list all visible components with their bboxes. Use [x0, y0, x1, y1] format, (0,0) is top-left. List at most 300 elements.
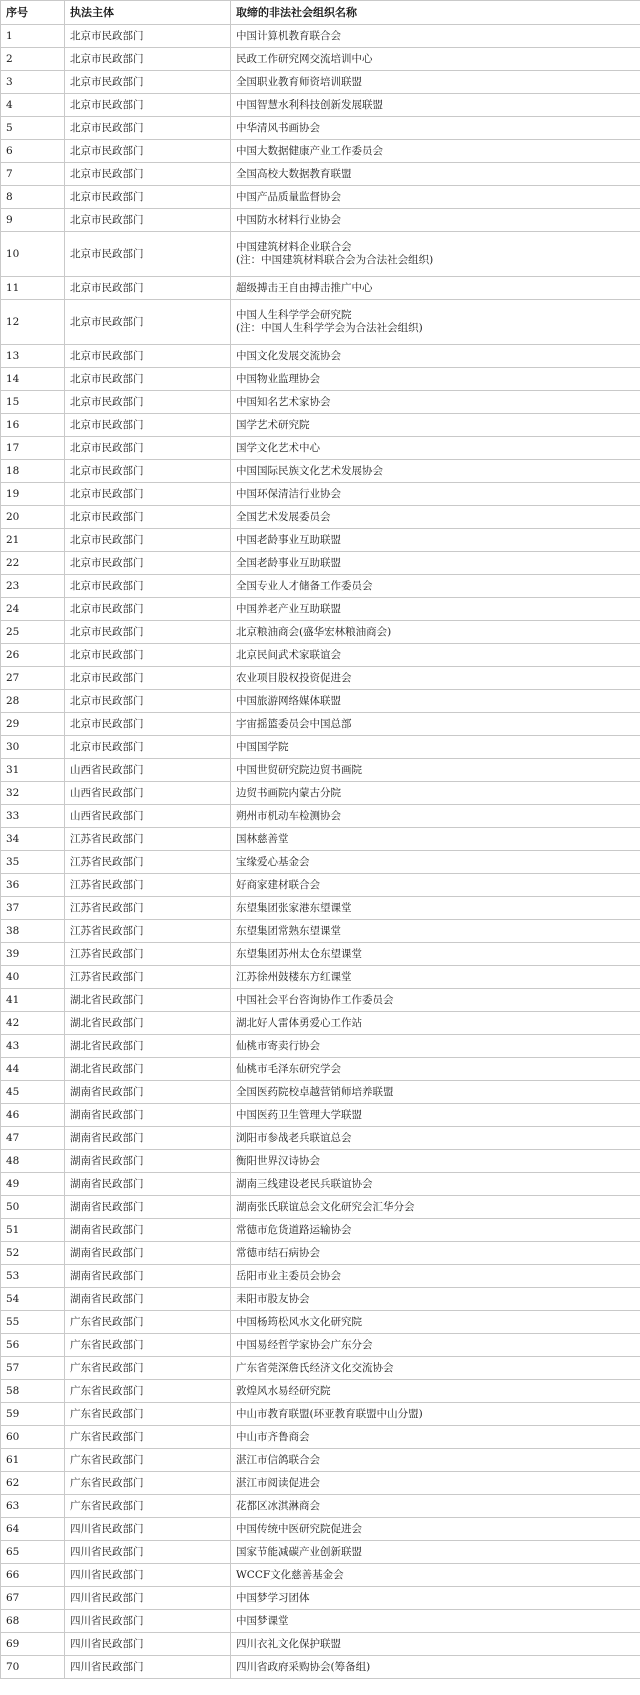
serial-number-cell: 16 [1, 414, 65, 437]
organization-name: 中国建筑材料企业联合会 [236, 241, 352, 253]
enforcement-authority-cell: 北京市民政部门 [65, 25, 231, 48]
enforcement-authority-cell: 北京市民政部门 [65, 598, 231, 621]
serial-number-cell: 31 [1, 759, 65, 782]
table-row [1, 414, 640, 437]
organization-name: 常德市结石病协会 [236, 1246, 320, 1259]
organization-name: 中国传统中医研究院促进会 [236, 1522, 362, 1535]
organization-name: 中国社会平台咨询协作工作委员会 [236, 993, 394, 1006]
organization-name-cell [231, 1495, 640, 1518]
organization-name-cell [231, 460, 640, 483]
organization-name: 北京粮油商会(盛华宏林粮油商会) [236, 625, 392, 638]
table-row [1, 163, 640, 186]
table-row [1, 1035, 640, 1058]
serial-number-cell: 38 [1, 920, 65, 943]
organization-name: 中国老龄事业互助联盟 [236, 533, 341, 546]
table-row [1, 1081, 640, 1104]
serial-number-cell: 9 [1, 209, 65, 232]
organization-name-cell [231, 1081, 640, 1104]
organization-name: 湖南张氏联谊总会文化研究会汇华分会 [236, 1200, 415, 1213]
enforcement-authority-cell: 北京市民政部门 [65, 506, 231, 529]
organization-name: 四川省政府采购协会(筹备组) [236, 1660, 371, 1673]
enforcement-authority-cell: 江苏省民政部门 [65, 874, 231, 897]
organization-name: 全国医药院校卓越营销师培养联盟 [236, 1085, 394, 1098]
serial-number-cell: 64 [1, 1518, 65, 1541]
organization-name-cell [231, 1012, 640, 1035]
organization-name-cell [231, 782, 640, 805]
table-row [1, 920, 640, 943]
enforcement-authority-cell: 北京市民政部门 [65, 414, 231, 437]
table-row [1, 1242, 640, 1265]
header-serial-number: 序号 [1, 1, 65, 25]
organization-name-cell [231, 232, 640, 277]
organization-name-cell [231, 805, 640, 828]
enforcement-authority-cell: 湖北省民政部门 [65, 1012, 231, 1035]
enforcement-authority-cell: 四川省民政部门 [65, 1587, 231, 1610]
enforcement-authority-cell: 广东省民政部门 [65, 1472, 231, 1495]
enforcement-authority-cell: 湖南省民政部门 [65, 1219, 231, 1242]
organization-name: 湛江市阅读促进会 [236, 1476, 320, 1489]
serial-number-cell: 35 [1, 851, 65, 874]
serial-number-cell: 40 [1, 966, 65, 989]
organization-name-cell [231, 1265, 640, 1288]
serial-number-cell: 66 [1, 1564, 65, 1587]
enforcement-authority-cell: 北京市民政部门 [65, 644, 231, 667]
serial-number-cell: 22 [1, 552, 65, 575]
serial-number-cell: 48 [1, 1150, 65, 1173]
table-row [1, 186, 640, 209]
serial-number-cell: 28 [1, 690, 65, 713]
enforcement-authority-cell: 湖南省民政部门 [65, 1196, 231, 1219]
table-row [1, 437, 640, 460]
table-row [1, 1564, 640, 1587]
enforcement-authority-cell: 湖南省民政部门 [65, 1265, 231, 1288]
table-row [1, 1587, 640, 1610]
serial-number-cell: 65 [1, 1541, 65, 1564]
organization-name: 花都区冰淇淋商会 [236, 1499, 320, 1512]
table-row [1, 345, 640, 368]
enforcement-authority-cell: 湖南省民政部门 [65, 1173, 231, 1196]
enforcement-authority-cell: 山西省民政部门 [65, 759, 231, 782]
table-row [1, 1541, 640, 1564]
serial-number-cell: 46 [1, 1104, 65, 1127]
organization-name-cell [231, 966, 640, 989]
serial-number-cell: 32 [1, 782, 65, 805]
organization-name-cell [231, 644, 640, 667]
organization-name-cell [231, 300, 640, 345]
organization-name-cell [231, 1219, 640, 1242]
serial-number-cell: 12 [1, 300, 65, 345]
serial-number-cell: 54 [1, 1288, 65, 1311]
enforcement-authority-cell: 北京市民政部门 [65, 667, 231, 690]
organization-name: 中国医药卫生管理大学联盟 [236, 1108, 362, 1121]
enforcement-authority-cell: 北京市民政部门 [65, 117, 231, 140]
serial-number-cell: 57 [1, 1357, 65, 1380]
organization-name: 国家节能减碳产业创新联盟 [236, 1545, 362, 1558]
enforcement-authority-cell: 湖南省民政部门 [65, 1288, 231, 1311]
table-row [1, 1449, 640, 1472]
organization-name-cell [231, 736, 640, 759]
table-row [1, 1219, 640, 1242]
enforcement-authority-cell: 江苏省民政部门 [65, 828, 231, 851]
organization-name-cell [231, 1656, 640, 1679]
serial-number-cell: 44 [1, 1058, 65, 1081]
serial-number-cell: 6 [1, 140, 65, 163]
organization-name-cell [231, 1403, 640, 1426]
serial-number-cell: 53 [1, 1265, 65, 1288]
table-row [1, 1173, 640, 1196]
organization-name-cell [231, 163, 640, 186]
table-row [1, 506, 640, 529]
serial-number-cell: 10 [1, 232, 65, 277]
enforcement-authority-cell: 山西省民政部门 [65, 805, 231, 828]
enforcement-authority-cell: 湖南省民政部门 [65, 1104, 231, 1127]
table-row [1, 140, 640, 163]
enforcement-authority-cell: 广东省民政部门 [65, 1311, 231, 1334]
table-row [1, 1357, 640, 1380]
table-row [1, 575, 640, 598]
organization-name: 国学艺术研究院 [236, 418, 310, 431]
enforcement-authority-cell: 广东省民政部门 [65, 1426, 231, 1449]
serial-number-cell: 27 [1, 667, 65, 690]
serial-number-cell: 60 [1, 1426, 65, 1449]
serial-number-cell: 25 [1, 621, 65, 644]
enforcement-authority-cell: 四川省民政部门 [65, 1610, 231, 1633]
serial-number-cell: 45 [1, 1081, 65, 1104]
organization-name: 仙桃市寄卖行协会 [236, 1039, 320, 1052]
enforcement-authority-cell: 四川省民政部门 [65, 1518, 231, 1541]
organization-name: 中国国学院 [236, 740, 289, 753]
table-row [1, 713, 640, 736]
serial-number-cell: 37 [1, 897, 65, 920]
table-row [1, 1127, 640, 1150]
organization-name: 中华清风书画协会 [236, 121, 320, 134]
enforcement-authority-cell: 北京市民政部门 [65, 529, 231, 552]
table-row [1, 1495, 640, 1518]
organization-name-cell [231, 1472, 640, 1495]
organization-name: 国林慈善堂 [236, 832, 289, 845]
organization-name-cell [231, 345, 640, 368]
organization-name: 超级搏击王自由搏击推广中心 [236, 281, 373, 294]
table-row [1, 48, 640, 71]
serial-number-cell: 67 [1, 1587, 65, 1610]
organization-name-cell [231, 1518, 640, 1541]
organization-note: (注：中国人生科学学会为合法社会组织) [236, 322, 423, 334]
table-row [1, 736, 640, 759]
enforcement-authority-cell: 北京市民政部门 [65, 345, 231, 368]
table-row [1, 1334, 640, 1357]
enforcement-authority-cell: 北京市民政部门 [65, 391, 231, 414]
organization-name-cell [231, 140, 640, 163]
enforcement-authority-cell: 北京市民政部门 [65, 460, 231, 483]
serial-number-cell: 14 [1, 368, 65, 391]
table-row [1, 232, 640, 277]
organization-name-cell [231, 1035, 640, 1058]
enforcement-authority-cell: 北京市民政部门 [65, 736, 231, 759]
organization-name: 中国国际民族文化艺术发展协会 [236, 464, 383, 477]
table-row [1, 368, 640, 391]
serial-number-cell: 15 [1, 391, 65, 414]
organization-name: 东望集团常熟东望课堂 [236, 924, 341, 937]
serial-number-cell: 61 [1, 1449, 65, 1472]
enforcement-authority-cell: 广东省民政部门 [65, 1403, 231, 1426]
table-row [1, 759, 640, 782]
organization-name: 江苏徐州鼓楼东方红课堂 [236, 970, 352, 983]
serial-number-cell: 70 [1, 1656, 65, 1679]
organization-name: 边贸书画院内蒙古分院 [236, 786, 341, 799]
table-row [1, 1150, 640, 1173]
serial-number-cell: 36 [1, 874, 65, 897]
enforcement-authority-cell: 四川省民政部门 [65, 1633, 231, 1656]
organization-name: 民政工作研究网交流培训中心 [236, 52, 373, 65]
enforcement-authority-cell: 江苏省民政部门 [65, 897, 231, 920]
enforcement-authority-cell: 北京市民政部门 [65, 437, 231, 460]
enforcement-authority-cell: 北京市民政部门 [65, 690, 231, 713]
organization-name: 中山市齐鲁商会 [236, 1430, 310, 1443]
organization-name-cell [231, 117, 640, 140]
serial-number-cell: 3 [1, 71, 65, 94]
organization-name: 岳阳市业主委员会协会 [236, 1269, 341, 1282]
organization-name-cell [231, 851, 640, 874]
organization-name: 中国智慧水利科技创新发展联盟 [236, 98, 383, 111]
organization-name: 湛江市信鸽联合会 [236, 1453, 320, 1466]
serial-number-cell: 69 [1, 1633, 65, 1656]
enforcement-authority-cell: 山西省民政部门 [65, 782, 231, 805]
serial-number-cell: 39 [1, 943, 65, 966]
enforcement-authority-cell: 湖北省民政部门 [65, 989, 231, 1012]
organization-name-cell [231, 1587, 640, 1610]
serial-number-cell: 8 [1, 186, 65, 209]
enforcement-authority-cell: 北京市民政部门 [65, 71, 231, 94]
table-row [1, 598, 640, 621]
header-organization-name: 取缔的非法社会组织名称 [231, 1, 640, 25]
serial-number-cell: 68 [1, 1610, 65, 1633]
enforcement-authority-cell: 江苏省民政部门 [65, 851, 231, 874]
organization-name: 中国物业监理协会 [236, 372, 320, 385]
table-row [1, 1656, 640, 1679]
enforcement-authority-cell: 北京市民政部门 [65, 186, 231, 209]
table-row [1, 828, 640, 851]
table-row [1, 1380, 640, 1403]
serial-number-cell: 2 [1, 48, 65, 71]
serial-number-cell: 21 [1, 529, 65, 552]
organization-name: 全国职业教育师资培训联盟 [236, 75, 362, 88]
organization-name-cell [231, 828, 640, 851]
organization-name-cell [231, 71, 640, 94]
serial-number-cell: 30 [1, 736, 65, 759]
enforcement-authority-cell: 湖南省民政部门 [65, 1081, 231, 1104]
enforcement-authority-cell: 北京市民政部门 [65, 140, 231, 163]
organization-name: 四川衣礼文化保护联盟 [236, 1637, 341, 1650]
organization-name: 北京民间武术家联谊会 [236, 648, 341, 661]
organization-name-cell [231, 1541, 640, 1564]
enforcement-authority-cell: 北京市民政部门 [65, 575, 231, 598]
table-row [1, 117, 640, 140]
organization-name: 中国文化发展交流协会 [236, 349, 341, 362]
table-row [1, 966, 640, 989]
organization-name: 中国世贸研究院边贸书画院 [236, 763, 362, 776]
table-row [1, 529, 640, 552]
organization-name-cell [231, 1311, 640, 1334]
serial-number-cell: 19 [1, 483, 65, 506]
organization-name: 国学文化艺术中心 [236, 441, 320, 454]
organization-name-cell [231, 1426, 640, 1449]
organization-name-cell [231, 1633, 640, 1656]
table-row [1, 71, 640, 94]
enforcement-authority-cell: 北京市民政部门 [65, 232, 231, 277]
organization-name: 全国艺术发展委员会 [236, 510, 331, 523]
serial-number-cell: 47 [1, 1127, 65, 1150]
enforcement-authority-cell: 四川省民政部门 [65, 1656, 231, 1679]
enforcement-authority-cell: 北京市民政部门 [65, 94, 231, 117]
serial-number-cell: 51 [1, 1219, 65, 1242]
organization-name-cell [231, 94, 640, 117]
organization-name-cell [231, 690, 640, 713]
table-header-row [1, 1, 640, 25]
serial-number-cell: 55 [1, 1311, 65, 1334]
table-row [1, 1058, 640, 1081]
table-row [1, 851, 640, 874]
serial-number-cell: 43 [1, 1035, 65, 1058]
organization-name: 中国梦课堂 [236, 1614, 289, 1627]
serial-number-cell: 59 [1, 1403, 65, 1426]
organization-name-cell [231, 1150, 640, 1173]
table-row [1, 897, 640, 920]
organization-name-cell [231, 667, 640, 690]
table-row [1, 1610, 640, 1633]
enforcement-authority-cell: 北京市民政部门 [65, 48, 231, 71]
organization-name: 广东省莞深詹氏经济文化交流协会 [236, 1361, 394, 1374]
organization-name-cell [231, 1564, 640, 1587]
organization-name: 中国防水材料行业协会 [236, 213, 341, 226]
table-row [1, 1426, 640, 1449]
organization-name-cell [231, 759, 640, 782]
enforcement-authority-cell: 北京市民政部门 [65, 713, 231, 736]
enforcement-authority-cell: 江苏省民政部门 [65, 920, 231, 943]
organization-name: 中国大数据健康产业工作委员会 [236, 144, 383, 157]
serial-number-cell: 13 [1, 345, 65, 368]
serial-number-cell: 49 [1, 1173, 65, 1196]
organization-name-cell [231, 391, 640, 414]
enforcement-authority-cell: 湖南省民政部门 [65, 1242, 231, 1265]
organization-name: 中国计算机教育联合会 [236, 29, 341, 42]
organization-name-cell [231, 552, 640, 575]
organization-name: 全国高校大数据教育联盟 [236, 167, 352, 180]
organization-name-cell [231, 1127, 640, 1150]
table-row [1, 391, 640, 414]
organization-name: 全国老龄事业互助联盟 [236, 556, 341, 569]
organization-name: 宇宙摇篮委员会中国总部 [236, 717, 352, 730]
enforcement-authority-cell: 湖南省民政部门 [65, 1150, 231, 1173]
organization-name: 农业项目股权投资促进会 [236, 671, 352, 684]
serial-number-cell: 56 [1, 1334, 65, 1357]
table-row [1, 1012, 640, 1035]
enforcement-authority-cell: 广东省民政部门 [65, 1449, 231, 1472]
table-row [1, 1403, 640, 1426]
organization-name: 东望集团张家港东望课堂 [236, 901, 352, 914]
serial-number-cell: 11 [1, 277, 65, 300]
table-row [1, 805, 640, 828]
enforcement-authority-cell: 北京市民政部门 [65, 368, 231, 391]
organization-name: 中国产品质量监督协会 [236, 190, 341, 203]
enforcement-authority-cell: 四川省民政部门 [65, 1564, 231, 1587]
organization-name: 中国梦学习团体 [236, 1591, 310, 1604]
organization-name-cell [231, 1196, 640, 1219]
table-row [1, 1472, 640, 1495]
table-row [1, 644, 640, 667]
enforcement-authority-cell: 湖南省民政部门 [65, 1127, 231, 1150]
organization-name: 中国养老产业互助联盟 [236, 602, 341, 615]
organization-name: 耒阳市股友协会 [236, 1292, 310, 1305]
enforcement-authority-cell: 北京市民政部门 [65, 277, 231, 300]
serial-number-cell: 24 [1, 598, 65, 621]
organization-name-cell [231, 186, 640, 209]
organization-name: 东望集团苏州太仓东望课堂 [236, 947, 362, 960]
enforcement-authority-cell: 广东省民政部门 [65, 1380, 231, 1403]
organization-name-cell [231, 713, 640, 736]
serial-number-cell: 50 [1, 1196, 65, 1219]
organization-name: 湖南三线建设老民兵联谊协会 [236, 1177, 373, 1190]
serial-number-cell: 58 [1, 1380, 65, 1403]
serial-number-cell: 5 [1, 117, 65, 140]
organization-name: 敦煌风水易经研究院 [236, 1384, 331, 1397]
organization-name-cell [231, 1242, 640, 1265]
enforcement-authority-cell: 广东省民政部门 [65, 1357, 231, 1380]
organization-name-cell [231, 414, 640, 437]
enforcement-authority-cell: 北京市民政部门 [65, 209, 231, 232]
serial-number-cell: 42 [1, 1012, 65, 1035]
serial-number-cell: 23 [1, 575, 65, 598]
serial-number-cell: 33 [1, 805, 65, 828]
organization-name-cell [231, 1357, 640, 1380]
organization-name-cell [231, 506, 640, 529]
enforcement-authority-cell: 江苏省民政部门 [65, 943, 231, 966]
table-row [1, 1518, 640, 1541]
serial-number-cell: 20 [1, 506, 65, 529]
enforcement-authority-cell: 广东省民政部门 [65, 1495, 231, 1518]
table-row [1, 94, 640, 117]
organization-name: WCCF文化慈善基金会 [236, 1568, 344, 1581]
table-row [1, 209, 640, 232]
serial-number-cell: 63 [1, 1495, 65, 1518]
serial-number-cell: 4 [1, 94, 65, 117]
enforcement-authority-cell: 广东省民政部门 [65, 1334, 231, 1357]
organization-name-cell [231, 1610, 640, 1633]
enforcement-authority-cell: 湖北省民政部门 [65, 1035, 231, 1058]
organization-name-cell [231, 1058, 640, 1081]
enforcement-authority-cell: 江苏省民政部门 [65, 966, 231, 989]
table-body [1, 25, 640, 1679]
organization-name-cell [231, 943, 640, 966]
organization-name: 宝缘爱心基金会 [236, 855, 310, 868]
table-row [1, 300, 640, 345]
table-row [1, 989, 640, 1012]
organization-name: 中国易经哲学家协会广东分会 [236, 1338, 373, 1351]
organization-name: 中山市教育联盟(环亚教育联盟中山分盟) [236, 1407, 423, 1420]
organization-name-cell [231, 989, 640, 1012]
organization-name: 中国知名艺术家协会 [236, 395, 331, 408]
organization-name: 朔州市机动车检测协会 [236, 809, 341, 822]
enforcement-authority-cell: 北京市民政部门 [65, 483, 231, 506]
table-row [1, 874, 640, 897]
organization-name-cell [231, 874, 640, 897]
enforcement-authority-cell: 北京市民政部门 [65, 552, 231, 575]
serial-number-cell: 18 [1, 460, 65, 483]
organization-name-cell [231, 1288, 640, 1311]
organization-name: 中国杨筠松风水文化研究院 [236, 1315, 362, 1328]
organization-name: 衡阳世界汉诗协会 [236, 1154, 320, 1167]
organization-name-cell [231, 437, 640, 460]
organization-name-cell [231, 1334, 640, 1357]
